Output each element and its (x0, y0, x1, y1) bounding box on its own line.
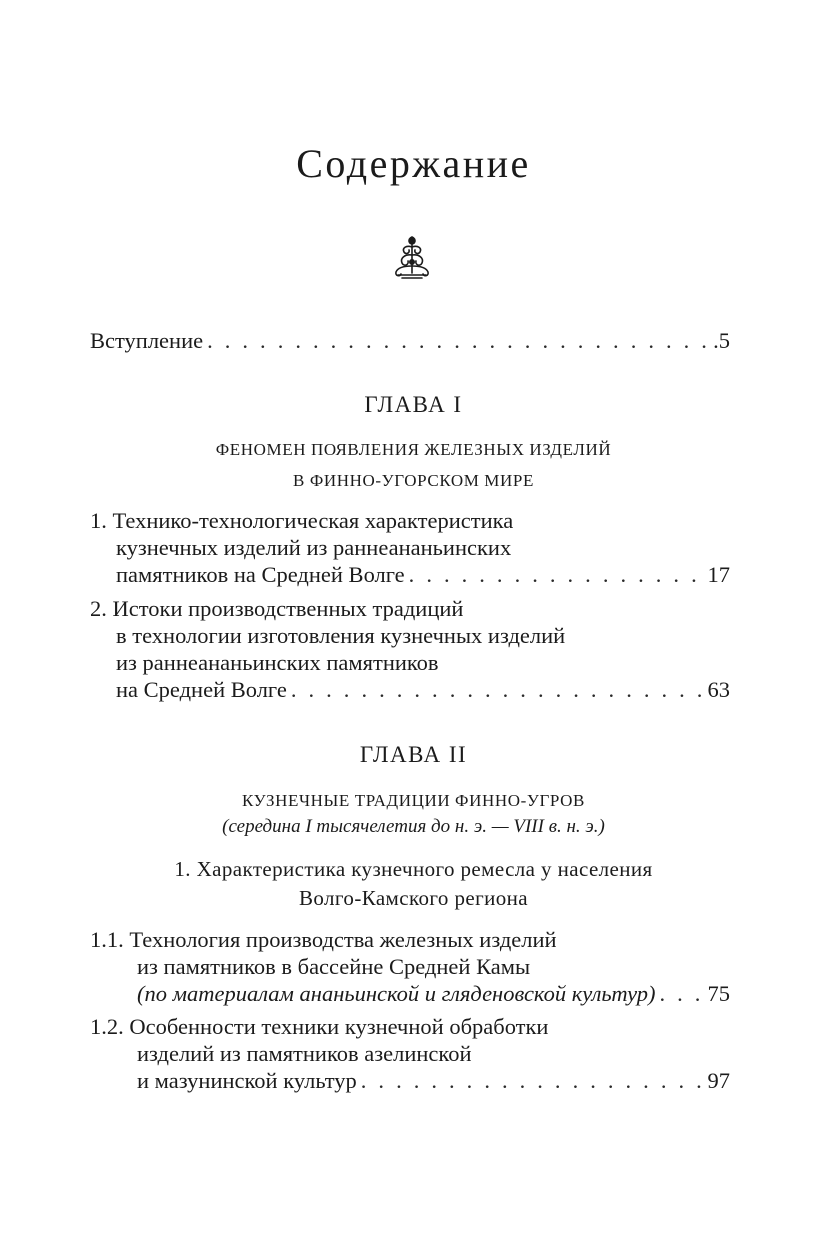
toc-entry-label: Вступление (90, 328, 204, 353)
toc-entry-label: на Средней Волге (116, 677, 287, 702)
toc-entry-last-line[interactable] (116, 561, 730, 588)
toc-entry-line: изделий из памятников азелинской (137, 1041, 472, 1066)
toc-entry-last-line[interactable] (116, 676, 730, 703)
page-title: Содержание (296, 141, 531, 186)
toc-entry-label: (по материалам ананьинской и гляденовской культур) (137, 981, 656, 1006)
chapter-subtitle: В ФИННО-УГОРСКОМ МИРЕ (293, 471, 534, 490)
toc-entry-intro[interactable] (90, 327, 730, 354)
leader-dots (361, 1067, 704, 1094)
toc-entry-line[interactable]: 1.1. Технология производства железных изделий (90, 927, 557, 952)
toc-entry-line[interactable]: 1. Технико-технологическая характеристика (90, 508, 514, 533)
section-heading: 1. Характеристика кузнечного ремесла у населения (174, 857, 653, 881)
toc-page-number: .5 (713, 328, 730, 353)
toc-page-number: 75 (707, 981, 730, 1006)
chapter-subtitle-italic: (середина I тысячелетия до н. э. — VIII в. н. э.) (222, 816, 605, 837)
toc-entry-last-line[interactable] (137, 1067, 730, 1094)
chapter-heading: ГЛАВА II (359, 742, 468, 767)
leader-dots (660, 980, 704, 1007)
toc-page-number: 97 (707, 1068, 730, 1093)
chapter-heading: ГЛАВА I (364, 392, 463, 417)
toc-entry-label: памятников на Средней Волге (116, 562, 405, 587)
leader-dots (291, 676, 704, 703)
toc-entry-line: в технологии изготовления кузнечных изделий (116, 623, 566, 648)
toc-entry-line[interactable]: 1.2. Особенности техники кузнечной обработки (90, 1014, 549, 1039)
toc-entry-line: из памятников в бассейне Средней Камы (137, 954, 531, 979)
floral-ornament-icon (388, 233, 436, 281)
toc-entry-label: и мазунинской культур (137, 1068, 357, 1093)
toc-entry-last-line[interactable] (137, 980, 730, 1007)
toc-page-number: 63 (707, 677, 730, 702)
chapter-subtitle: КУЗНЕЧНЫЕ ТРАДИЦИИ ФИННО-УГРОВ (241, 791, 585, 810)
section-heading: Волго-Камского региона (299, 886, 528, 910)
leader-dots (409, 561, 704, 588)
toc-entry-line[interactable]: 2. Истоки производственных традиций (90, 596, 464, 621)
chapter-subtitle: ФЕНОМЕН ПОЯВЛЕНИЯ ЖЕЛЕЗНЫХ ИЗДЕЛИЙ (215, 440, 612, 459)
toc-entry-line: кузнечных изделий из раннеананьинских (116, 535, 512, 560)
toc-entry-line: из раннеананьинских памятников (116, 650, 439, 675)
toc-page-number: 17 (707, 562, 730, 587)
leader-dots (207, 327, 709, 354)
